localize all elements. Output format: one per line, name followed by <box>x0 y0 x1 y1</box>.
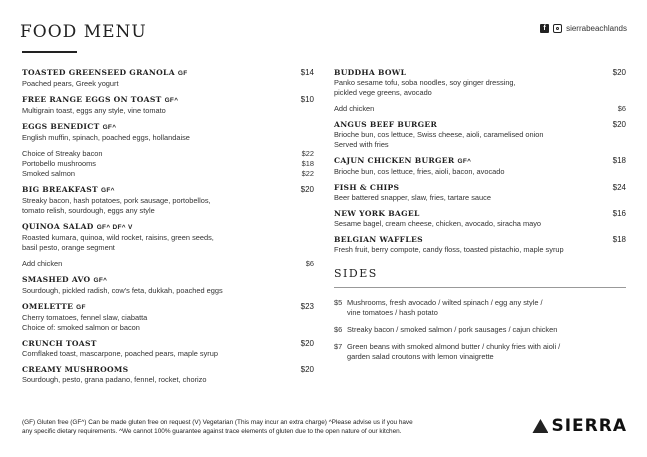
sierra-logo <box>532 416 627 436</box>
item-description: Panko sesame tofu, soba noodles, soy ginger dressing, <box>334 78 516 87</box>
mountain-logo-icon <box>532 419 548 433</box>
item-price: $18 <box>612 235 626 244</box>
dietary-tag: GF^ <box>457 158 472 165</box>
item-description: Cornflaked toast, mascarpone, poached pears, maple syrup <box>22 349 218 358</box>
item-description: Sesame bagel, cream cheese, chicken, avocado, siracha mayo <box>334 219 542 228</box>
menu-item <box>334 120 626 150</box>
option-price: $22 <box>301 169 314 178</box>
menu-item <box>22 339 314 359</box>
item-name-text: SMASHED AVO <box>22 275 91 284</box>
item-name-text: TOASTED GREENSEED GRANOLA <box>22 68 175 77</box>
item-description: Brioche bun, cos lettuce, Swiss cheese, aioli, caramelised onion <box>334 130 544 139</box>
item-description: basil pesto, orange segment <box>22 243 115 252</box>
side-price: $5 <box>334 298 343 307</box>
left-menu-column <box>22 68 314 391</box>
item-option <box>22 149 314 159</box>
item-name-text: ANGUS BEEF BURGER <box>334 120 438 129</box>
menu-item <box>22 302 314 333</box>
menu-item <box>22 275 314 296</box>
item-description: Roasted kumara, quinoa, wild rocket, raisins, green seeds, <box>22 233 214 242</box>
item-description: Beer battered snapper, slaw, fries, tartare sauce <box>334 193 491 202</box>
item-name <box>334 156 626 167</box>
dietary-tag: GF^ <box>164 97 179 104</box>
option-price: $6 <box>305 259 314 268</box>
option-price: $6 <box>617 104 626 113</box>
item-name <box>334 183 626 193</box>
side-description <box>347 298 543 318</box>
item-option <box>22 259 314 269</box>
item-description: Brioche bun, cos lettuce, fries, aioli, bacon, avocado <box>334 167 505 176</box>
item-name-text: CAJUN CHICKEN BURGER <box>334 156 455 165</box>
item-name-text: CRUNCH TOAST <box>22 339 97 348</box>
item-name <box>334 235 626 245</box>
item-name <box>22 275 314 286</box>
logo-text: SIERRA <box>551 416 627 436</box>
side-line: Mushrooms, fresh avocado / wilted spinach / egg any style / <box>347 298 543 307</box>
side-description <box>347 325 557 335</box>
item-price: $20 <box>300 339 314 348</box>
sides-divider <box>334 287 626 288</box>
item-name-text: EGGS BENEDICT <box>22 122 100 131</box>
side-item <box>334 342 626 362</box>
side-line: garden salad croutons with lemon vinaigrette <box>347 352 494 361</box>
item-description: Served with fries <box>334 140 389 149</box>
title-underline <box>22 51 77 53</box>
side-price: $7 <box>334 342 343 351</box>
item-name-text: FISH & CHIPS <box>334 183 400 192</box>
side-price: $6 <box>334 325 343 334</box>
item-price: $24 <box>612 183 626 192</box>
item-name <box>22 122 314 133</box>
item-description: English muffin, spinach, poached eggs, hollandaise <box>22 133 190 142</box>
menu-item <box>334 183 626 203</box>
facebook-icon[interactable]: f <box>540 24 549 33</box>
menu-item <box>334 235 626 255</box>
option-label: Choice of Streaky bacon <box>22 149 103 158</box>
item-price: $16 <box>612 209 626 218</box>
item-name <box>334 120 626 130</box>
dietary-tag: GF <box>177 70 188 77</box>
footnote-line-1: (GF) Gluten free (GF^) Can be made gluten free on request (V) Vegetarian (This may incur an extra charge) ^Please advise us if you have <box>22 419 413 426</box>
item-name-text: BUDDHA BOWL <box>334 68 407 77</box>
item-price: $20 <box>300 365 314 374</box>
menu-item <box>334 68 626 114</box>
option-label: Smoked salmon <box>22 169 75 178</box>
social-handle[interactable]: sierrabeachlands <box>566 24 627 33</box>
menu-item <box>22 68 314 89</box>
item-name <box>22 68 314 79</box>
item-option <box>334 104 626 114</box>
menu-item <box>22 185 314 216</box>
dietary-tag: GF^ DF^ V <box>96 224 133 231</box>
option-label: Portobello mushrooms <box>22 159 96 168</box>
right-menu-column <box>334 68 626 369</box>
item-price: $20 <box>612 120 626 129</box>
item-price: $18 <box>612 156 626 165</box>
item-price: $23 <box>300 302 314 311</box>
item-description: tomato relish, sourdough, eggs any style <box>22 206 155 215</box>
option-label: Add chicken <box>334 104 375 113</box>
item-price: $10 <box>300 95 314 104</box>
item-description: Sourdough, pickled radish, cow's feta, dukkah, poached eggs <box>22 286 223 295</box>
side-description <box>347 342 560 362</box>
item-price: $14 <box>300 68 314 77</box>
item-description: Multigrain toast, eggs any style, vine tomato <box>22 106 166 115</box>
menu-item <box>334 209 626 229</box>
sides-heading: SIDES <box>334 267 378 280</box>
menu-item <box>22 122 314 179</box>
side-line: vine tomatoes / hash potato <box>347 308 438 317</box>
item-description: pickled vege greens, avocado <box>334 88 432 97</box>
item-name-text: CREAMY MUSHROOMS <box>22 365 129 374</box>
item-name <box>22 365 314 375</box>
item-name <box>22 222 314 233</box>
menu-title: FOOD MENU <box>20 22 147 42</box>
side-item <box>334 298 626 318</box>
menu-item <box>22 365 314 385</box>
item-price: $20 <box>612 68 626 77</box>
item-name <box>22 302 314 313</box>
item-name-text: FREE RANGE EGGS ON TOAST <box>22 95 162 104</box>
footnote-line-2: any specific dietary requirements. ^We cannot 100% guarantee against trace elements of gluten due to the open nature of our kitchen. <box>22 427 402 435</box>
item-name <box>22 185 314 196</box>
item-description: Poached pears, Greek yogurt <box>22 79 119 88</box>
option-label: Add chicken <box>22 259 63 268</box>
item-name <box>334 68 626 78</box>
social-links <box>540 24 627 33</box>
item-option <box>22 169 314 179</box>
item-name-text: NEW YORK BAGEL <box>334 209 420 218</box>
instagram-icon[interactable] <box>553 24 562 33</box>
item-description: Fresh fruit, berry compote, candy floss, toasted pistachio, maple syrup <box>334 245 564 254</box>
item-name <box>22 339 314 349</box>
side-item <box>334 325 626 335</box>
item-name-text: BELGIAN WAFFLES <box>334 235 423 244</box>
item-option <box>22 159 314 169</box>
menu-item <box>22 95 314 116</box>
item-name-text: BIG BREAKFAST <box>22 185 98 194</box>
dietary-tag: GF^ <box>93 277 108 284</box>
menu-item <box>22 222 314 269</box>
menu-item <box>334 156 626 177</box>
item-name <box>22 95 314 106</box>
dietary-tag: GF^ <box>100 187 115 194</box>
item-price: $20 <box>300 185 314 194</box>
item-name-text: OMELETTE <box>22 302 74 311</box>
side-line: Green beans with smoked almond butter / chunky fries with aioli / <box>347 342 561 351</box>
dietary-footnote <box>22 419 492 436</box>
item-description: Streaky bacon, hash potatoes, pork sausage, portobellos, <box>22 196 211 205</box>
option-price: $18 <box>301 159 314 168</box>
side-line: Streaky bacon / smoked salmon / pork sausages / cajun chicken <box>347 325 558 334</box>
item-description: Choice of: smoked salmon or bacon <box>22 323 140 332</box>
option-price: $22 <box>301 149 314 158</box>
item-name-text: QUINOA SALAD <box>22 222 94 231</box>
dietary-tag: GF <box>76 304 86 311</box>
item-description: Cherry tomatoes, fennel slaw, ciabatta <box>22 313 148 322</box>
item-name <box>334 209 626 219</box>
sides-list <box>334 298 626 362</box>
item-description: Sourdough, pesto, grana padano, fennel, rocket, chorizo <box>22 375 207 384</box>
dietary-tag: GF^ <box>102 124 117 131</box>
